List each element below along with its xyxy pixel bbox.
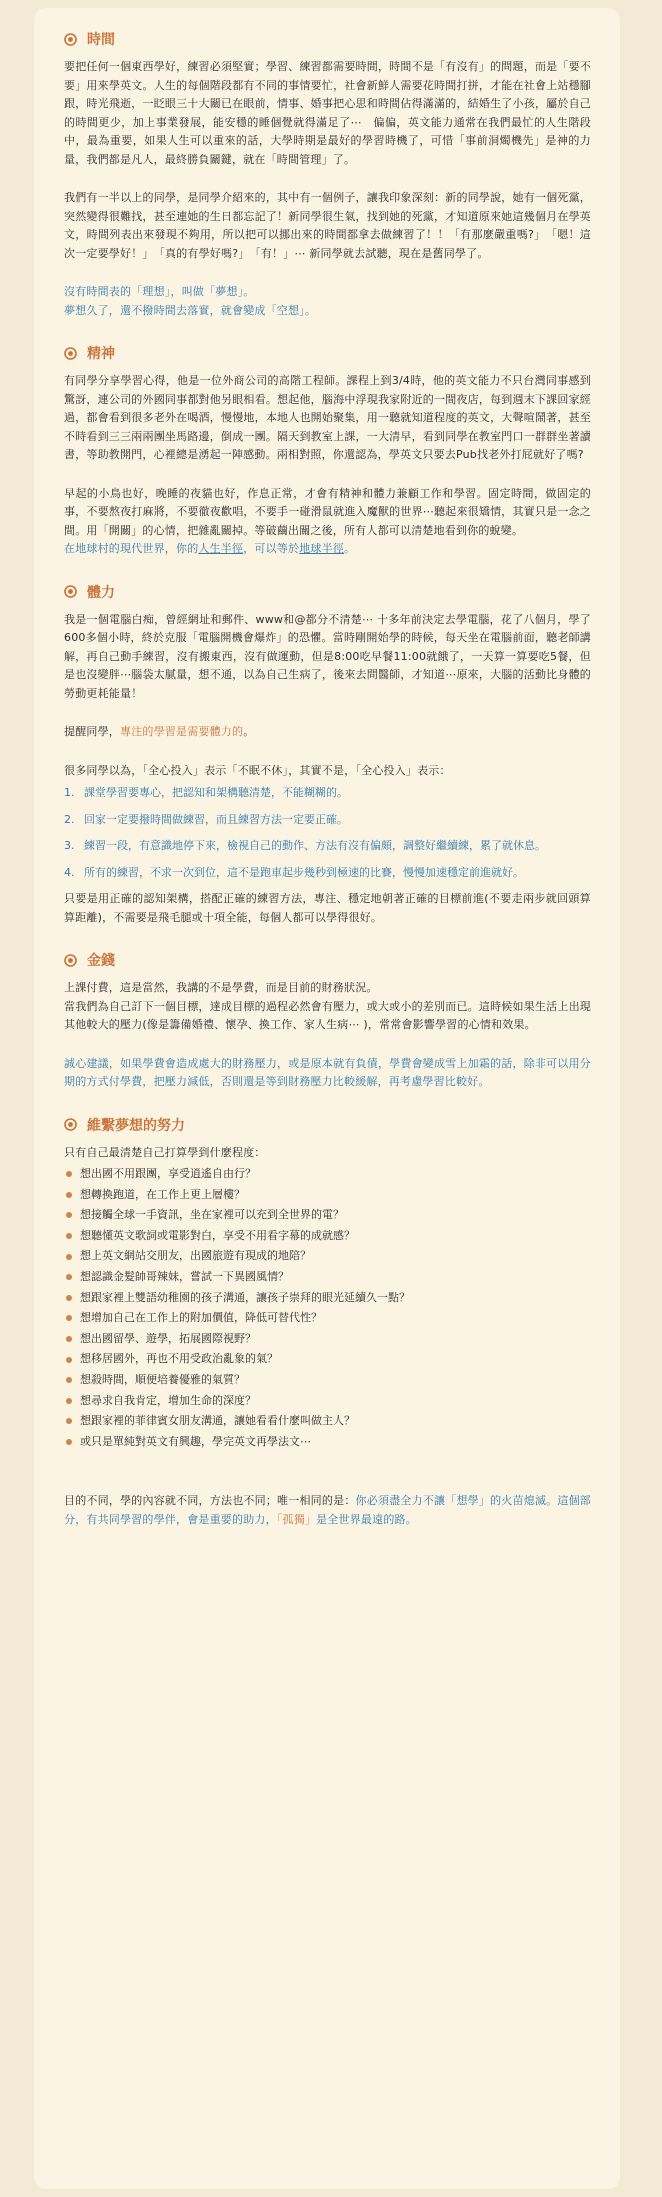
- list-text: 課堂學習要專心，把認知和架構聽清楚，不能糊糊的。: [84, 786, 348, 799]
- section-title-stamina: [64, 579, 591, 605]
- list-number: 3.: [64, 839, 75, 852]
- bullet-dot-icon: [66, 1418, 72, 1424]
- list-text: 想增加自己在工作上的附加價值，降低可替代性？: [80, 1311, 322, 1325]
- section-title-money: [64, 947, 591, 973]
- paragraph: [64, 723, 591, 742]
- bullet-dot-icon: [66, 1439, 72, 1445]
- paragraph: 有同學分享學習心得，他是一位外商公司的高階工程師。課程上到3/4時，他的英文能力不只台灣同事感到驚訝，連公司的外國同事都對他另眼相看。想起他，腦海中浮現我家附近的一間夜店，每到週末下課回家經過，都會看到很多老外在喝酒，慢慢地，本地人也開始聚集，用一聽就知道程度的英文，大聲喧鬧著，甚至不時看到三三兩兩團坐馬路邊，倒成一團。隔天到教室上課，一大清早，看到同學在教室門口一群群坐著讀書，等助教開門，心裡總是湧起一陣感動。兩相對照，你還認為，學英文只要去Pub找老外打屁就好了嗎?: [64, 374, 591, 461]
- section-title-text: 維繫夢想的努力: [87, 1117, 185, 1134]
- bullet-dot-icon: [66, 1171, 72, 1177]
- list-item: [64, 1411, 591, 1432]
- list-item: [64, 811, 591, 830]
- list-item: [64, 784, 591, 803]
- section-title-time: [64, 26, 591, 52]
- list-item: [64, 1329, 591, 1350]
- quote-text: ，可以等於: [243, 542, 300, 555]
- quote-line: 夢想久了，還不撥時間去落實，就會變成「空想」。: [64, 303, 317, 317]
- target-bullet-icon: [64, 585, 77, 598]
- section-title-text: 體力: [87, 584, 115, 601]
- list-item: [64, 1267, 591, 1288]
- list-text: 想接觸全球一手資訊，坐在家裡可以充到全世界的電？: [80, 1208, 344, 1222]
- list-item: [64, 1185, 591, 1206]
- paragraph: 上課付費，這是當然，我講的不是學費，而是目前的財務狀況。: [64, 981, 378, 994]
- list-text: 想聽懂英文歌詞或電影對白，享受不用看字幕的成就感？: [80, 1228, 355, 1242]
- list-item: [64, 1349, 591, 1370]
- text: 提醒同學，: [64, 725, 120, 738]
- bullet-dot-icon: [66, 1336, 72, 1342]
- bullet-dot-icon: [66, 1233, 72, 1239]
- list-text: 所有的練習，不求一次到位，這不是跑車起步幾秒到極速的比賽，慢慢加速穩定前進就好。: [84, 865, 524, 879]
- bullet-dot-icon: [66, 1377, 72, 1383]
- list-text: 想上英文網站交朋友，出國旅遊有現成的地陪？: [80, 1249, 311, 1263]
- advice-paragraph: 誠心建議，如果學費會造成處大的財務壓力，或是原本就有負債，學費會變成雪上加霜的話，除非可以用分期的方式付學費，把壓力減低，否則還是等到財務壓力比較緩解，再考慮學習比較好。: [64, 1056, 591, 1088]
- list-item: [64, 1164, 591, 1185]
- list-text: 想尋求自我肯定，增加生命的深度？: [80, 1393, 256, 1407]
- list-text: 想出國不用跟團，享受逍遙自由行？: [80, 1167, 256, 1180]
- list-item: [64, 1370, 591, 1391]
- list-item: [64, 1391, 591, 1412]
- list-text: 想殺時間，順便培養優雅的氣質？: [80, 1372, 245, 1386]
- paragraph: 我是一個電腦白痴，曾經網址和郵件、www和@都分不清楚⋯ 十多年前決定去學電腦，花了八個月，學了600多個小時，終於克服「電腦開機會爆炸」的恐懼。當時剛開始學的時候，每天坐在電腦前面，聽老師講解，再自己動手練習，沒有搬東西，沒有做運動，但是8:00吃早餐11:00就餓了，一天算一算要吃5餐，但是也沒變胖⋯腦袋太膩量，想不通，以為自己生病了，後來去問醫師，才知道⋯原來，大腦的活動比身體的勞動更耗能量！: [64, 612, 591, 700]
- list-number: 2.: [64, 812, 75, 826]
- goal-list: [64, 1164, 591, 1452]
- quote-text: 在地球村的現代世界，你的: [64, 542, 199, 555]
- target-bullet-icon: [64, 33, 77, 46]
- paragraph: 只要是用正確的認知架構，搭配正確的練習方法，專注、穩定地朝著正確的目標前進(不要走兩步就回頭算算距離)，不需要是飛毛腿或十項全能，每個人都可以學得很好。: [64, 892, 591, 924]
- text: 。: [243, 725, 255, 738]
- list-text: 或只是單純對英文有興趣，學完英文再學法文⋯: [80, 1434, 311, 1448]
- bullet-dot-icon: [66, 1274, 72, 1280]
- text: 目的不同，學的內容就不同，方法也不同；唯一相同的是：: [64, 1494, 356, 1508]
- list-item: [64, 1205, 591, 1226]
- list-item: [64, 1246, 591, 1267]
- paragraph: 早起的小鳥也好，晚睡的夜貓也好，作息正常，才會有精神和體力兼顧工作和學習。固定時間，做固定的事，不要熬夜打麻將，不要徹夜歡唱，不要手一碰滑鼠就進入魔獸的世界⋯聽起來很矯情，其實只是一念之間。用「開關」的心情，把雜亂關掉。等破繭出關之後，所有人都可以清楚地看到你的蛻變。: [64, 486, 591, 537]
- list-text: 想認識金髮帥哥辣妹，嘗試一下異國風情？: [80, 1269, 289, 1283]
- bullet-dot-icon: [66, 1315, 72, 1321]
- bullet-dot-icon: [66, 1357, 72, 1363]
- list-item: [64, 1226, 591, 1247]
- quote-text: 。: [344, 542, 356, 555]
- target-bullet-icon: [64, 347, 77, 360]
- paragraph: 當我們為自己訂下一個目標，達成目標的過程必然會有壓力，或大或小的差別而已。這時候如果生活上出現其他較大的壓力(像是籌備婚禮、懷孕、換工作、家人生病⋯ )，常常會影響學習的心情和效果。: [64, 999, 591, 1031]
- list-text: 想移居國外，再也不用受政治亂象的氣？: [80, 1352, 278, 1366]
- numbered-list: [64, 784, 591, 882]
- conclusion-paragraph: [64, 1492, 591, 1529]
- paragraph: 很多同學以為，「全心投入」表示「不眠不休」，其實不是，「全心投入」表示：: [64, 763, 451, 777]
- list-text: 想出國留學、遊學，拓展國際視野？: [80, 1331, 256, 1345]
- section-title-text: 精神: [87, 346, 115, 362]
- section-title-text: 金錢: [87, 953, 115, 969]
- underlined-phrase: 地球半徑: [299, 542, 345, 555]
- quote-line: [64, 540, 591, 559]
- section-title-spirit: [64, 340, 591, 366]
- bullet-dot-icon: [66, 1192, 72, 1198]
- list-item: [64, 1432, 591, 1453]
- paragraph: 我們有一半以上的同學，是同學介紹來的，其中有一個例子，讓我印象深刻：新的同學說，她有一個死黨，突然變得很難找，甚至連她的生日都忘記了！新同學很生氣，找到她的死黨，才知道原來她這幾個月在學英文，時間列表出來發現不夠用，所以把可以挪出來的時間都拿去做練習了！！「有那麼嚴重嗎?」 「嗯！這次一定要學好！」 「真的有學好嗎?」 「有！」⋯ 新同學就去試聽，現在是舊同學了。: [64, 191, 591, 260]
- list-text: 回家一定要撥時間做練習，而且練習方法一定要正確。: [84, 812, 348, 826]
- quote-line: 沒有時間表的「理想」，叫做「夢想」。: [64, 285, 255, 298]
- highlight-text: 「孤獨」: [276, 1512, 317, 1526]
- section-title-text: 時間: [87, 32, 115, 48]
- list-number: 4.: [64, 865, 75, 879]
- target-bullet-icon: [64, 1118, 77, 1131]
- list-item: [64, 1308, 591, 1329]
- bullet-dot-icon: [66, 1398, 72, 1404]
- list-item: [64, 837, 591, 856]
- bullet-dot-icon: [66, 1295, 72, 1301]
- paragraph: 只有自己最清楚自己打算學到什麼程度：: [64, 1145, 266, 1159]
- list-item: [64, 1288, 591, 1309]
- paragraph: 要把任何一個東西學好，練習必須堅實；學習、練習都需要時間，時間不是「有沒有」的問題，而是「要不要」用來學英文。人生的每個階段都有不同的事情要忙，社會新鮮人需要花時間打拼，才能在社會上站穩腳跟，時光飛逝，一眨眼三十大關已在眼前，情事、婚事把心思和時間佔得滿滿的，結婚生了小孩，屬於自己的時間更少，加上事業發展，能安穩的睡個覺就得滿足了⋯ 偏偏，英文能力通常在我們最忙的人生階段中，最為重要，如果人生可以重來的話，大學時期是最好的學習時機了，可惜「事前洞燭機先」是神的力量，我們都是凡人，最終勝負關鍵，就在「時間管理」了。: [64, 60, 591, 166]
- underlined-phrase: 人生半徑: [198, 542, 244, 555]
- bullet-dot-icon: [66, 1212, 72, 1218]
- list-text: 想跟家裡的菲律賓女朋友溝通，讓她看看什麼叫做主人？: [80, 1414, 355, 1428]
- list-text: 想轉換跑道，在工作上更上層樓？: [80, 1187, 245, 1201]
- highlight-text: 是全世界最遠的路。: [316, 1512, 417, 1526]
- article-card: [34, 8, 620, 2189]
- list-text: 練習一段，有意識地停下來，檢視自己的動作、方法有沒有偏頗，調整好繼續練，累了就休息。: [84, 839, 546, 852]
- target-bullet-icon: [64, 954, 77, 967]
- list-item: [64, 864, 591, 883]
- section-title-dream: [64, 1112, 591, 1138]
- highlight-text: 專注的學習是需要體力的: [120, 725, 244, 738]
- highlight-text: 你必須盡全力不讓「想學」的火苗熄滅。這個部分，有共同學習的學伴，會是重要的助力，: [64, 1494, 592, 1526]
- bullet-dot-icon: [66, 1254, 72, 1260]
- list-number: 1.: [64, 786, 75, 799]
- list-text: 想跟家裡上雙語幼稚園的孩子溝通，讓孩子崇拜的眼光延續久一點？: [80, 1290, 410, 1304]
